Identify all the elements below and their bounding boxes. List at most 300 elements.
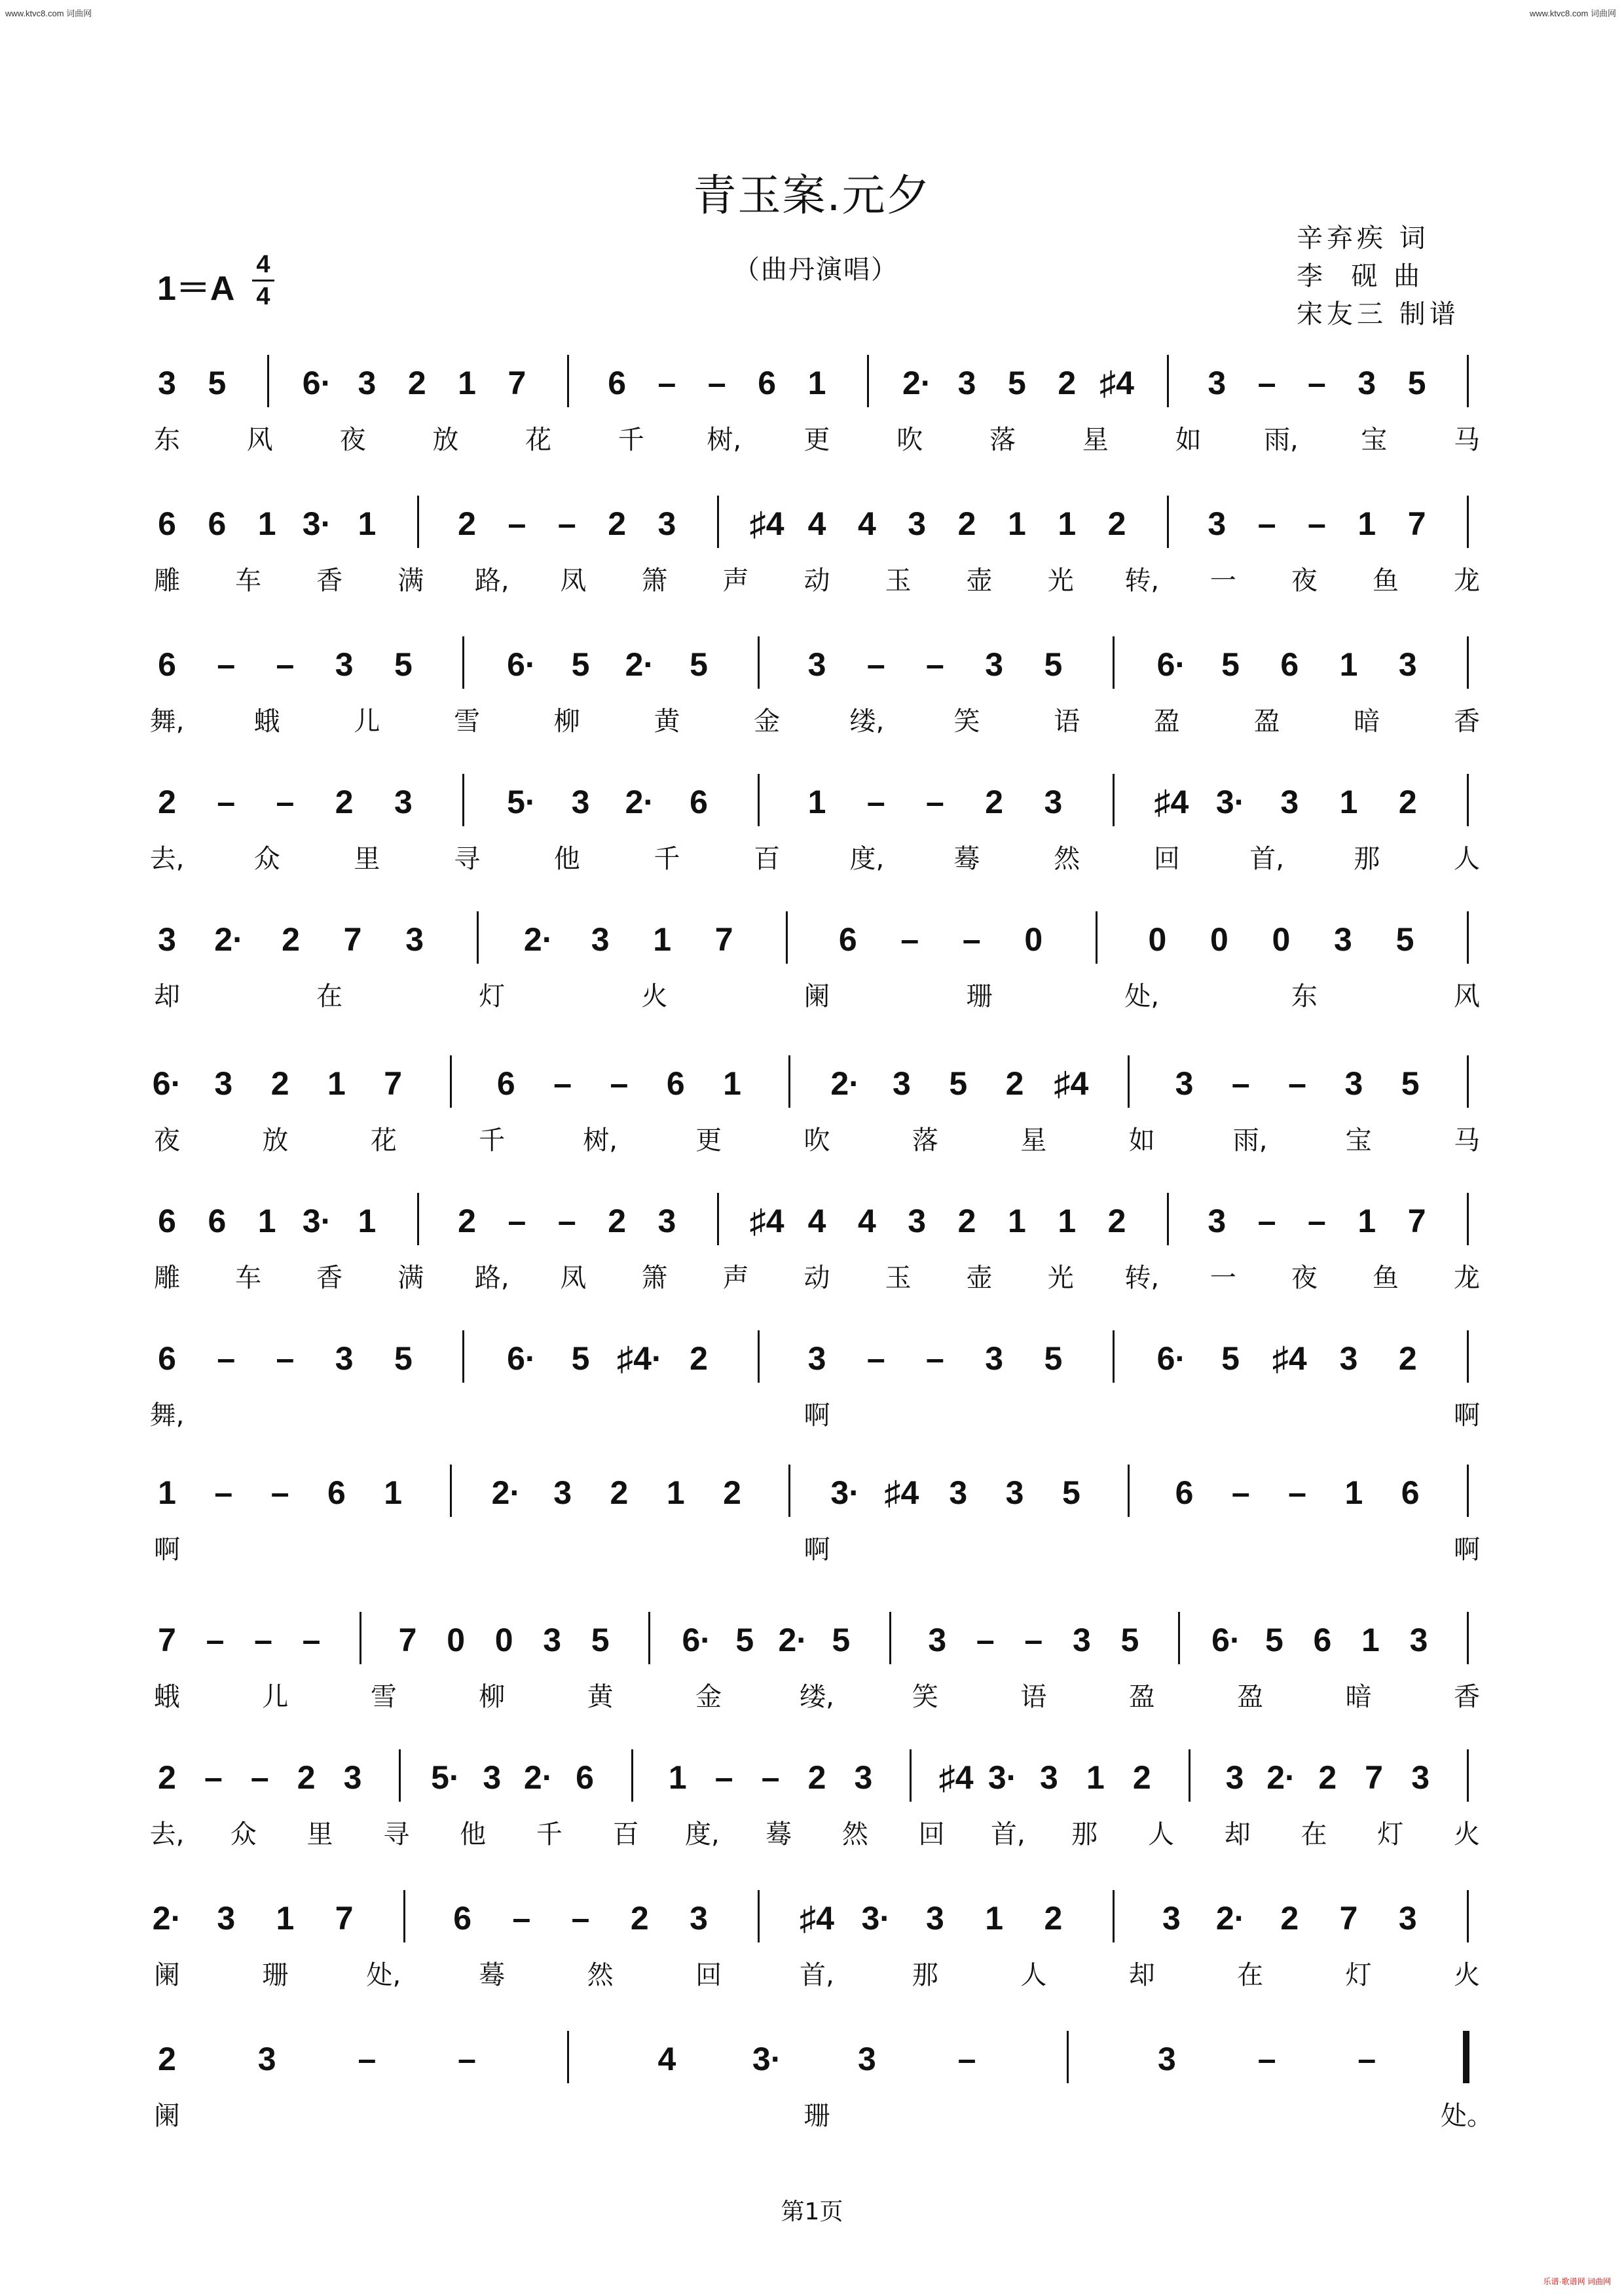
lyric-syllable: 度,	[849, 844, 885, 874]
note: 3·	[302, 505, 332, 542]
lyric-syllable: 却	[1224, 1819, 1251, 1850]
note: –	[900, 921, 919, 958]
note: 2	[1107, 1203, 1126, 1239]
lyric-syllable: 风	[246, 425, 273, 455]
lyric-syllable: 放	[432, 425, 459, 455]
lyric-syllable: 香	[1454, 706, 1480, 737]
lyric-syllable: 光	[1047, 1263, 1074, 1293]
note: –	[206, 1622, 225, 1658]
bar-line	[267, 355, 269, 407]
lyric-syllable: 他	[460, 1819, 487, 1850]
lyric-syllable: 珊	[803, 2101, 830, 2131]
note: 4	[857, 1203, 876, 1239]
note: 2	[1318, 1759, 1337, 1796]
lyric-syllable: 千	[654, 844, 680, 874]
note: 5	[1407, 365, 1426, 401]
lyric-syllable: 声	[722, 1263, 749, 1293]
note: –	[571, 1900, 590, 1937]
note: 5	[690, 646, 708, 683]
bar-line	[450, 1055, 452, 1108]
note: 2	[608, 1203, 627, 1239]
note: 1	[1007, 1203, 1026, 1239]
lyric-syllable: 啊	[154, 1535, 180, 1565]
lyrics-line	[0, 1529, 1624, 1568]
note: 3·	[752, 2041, 782, 2077]
bar-line	[1467, 911, 1469, 964]
bar-line	[1113, 1890, 1115, 1942]
lyric-syllable: 一	[1209, 1263, 1236, 1293]
lyric-syllable: 火	[1454, 1819, 1480, 1850]
note: 2	[1044, 1900, 1063, 1937]
notes-line	[0, 1476, 1624, 1535]
lyric-syllable: 人	[1454, 844, 1480, 874]
note: 2	[1005, 1065, 1024, 1102]
note: –	[507, 505, 526, 542]
note: 2·	[491, 1474, 521, 1511]
note: 6·	[1156, 646, 1187, 683]
bar-line	[417, 496, 419, 548]
note: 3	[908, 505, 927, 542]
lyric-syllable: 壶	[966, 1263, 993, 1293]
note: 1	[653, 921, 672, 958]
lyric-syllable: 阑	[803, 981, 830, 1011]
lyric-syllable: 柳	[479, 1682, 506, 1712]
note: 6	[208, 1203, 227, 1239]
lyric-syllable: 语	[1020, 1682, 1047, 1712]
lyrics-line	[0, 560, 1624, 599]
bar-line	[889, 1612, 891, 1664]
note: 1	[1361, 1622, 1380, 1658]
note: 4	[807, 505, 826, 542]
final-bar-line	[1463, 2031, 1469, 2083]
lyric-syllable: 然	[841, 1819, 868, 1850]
bar-line	[1189, 1749, 1190, 1802]
note: –	[1231, 1065, 1250, 1102]
composer-credit: 李 砚 曲	[1297, 261, 1424, 291]
lyrics-line	[0, 1676, 1624, 1715]
note: 2	[270, 1065, 289, 1102]
lyric-syllable: 香	[316, 566, 343, 596]
bar-line	[450, 1465, 452, 1517]
lyric-syllable: 更	[803, 425, 830, 455]
note: 1	[666, 1474, 685, 1511]
note: 6	[1313, 1622, 1332, 1658]
notes-line	[0, 1067, 1624, 1126]
note: 1	[668, 1759, 687, 1796]
lyric-syllable: 黄	[654, 706, 680, 737]
note: 6	[666, 1065, 685, 1102]
note: 3	[1158, 2041, 1176, 2077]
lyric-syllable: 盈	[1128, 1682, 1155, 1712]
note: –	[657, 365, 676, 401]
note: 3·	[302, 1203, 332, 1239]
note: –	[507, 1203, 526, 1239]
note: 1	[1086, 1759, 1105, 1796]
note: 5	[1120, 1622, 1139, 1658]
arranger-credit: 宋友三 制谱	[1297, 299, 1460, 329]
note: 0	[494, 1622, 513, 1658]
note: 3	[1339, 1340, 1358, 1377]
note: –	[926, 784, 944, 820]
lyric-syllable: 金	[695, 1682, 722, 1712]
note: 3	[926, 1900, 944, 1937]
lyric-syllable: 众	[230, 1819, 257, 1850]
note: 2	[335, 784, 354, 820]
note: 6	[576, 1759, 594, 1796]
notes-line	[0, 507, 1624, 566]
note: 1	[1058, 1203, 1077, 1239]
lyric-syllable: 路,	[474, 1263, 509, 1293]
lyric-syllable: 阑	[154, 2101, 180, 2131]
note: 2	[1280, 1900, 1299, 1937]
bar-line	[1128, 1055, 1130, 1108]
lyric-syllable: 箫	[641, 1263, 668, 1293]
note: 2·	[625, 646, 655, 683]
note: 1	[723, 1065, 741, 1102]
note: 5	[1265, 1622, 1283, 1658]
note: –	[250, 1759, 269, 1796]
lyric-syllable: 宝	[1345, 1125, 1372, 1156]
note: 5	[591, 1622, 610, 1658]
lyric-syllable: 雨,	[1264, 425, 1299, 455]
lyric-syllable: 夜	[339, 425, 366, 455]
note: 0	[1209, 921, 1228, 958]
note: 2·	[902, 365, 932, 401]
lyric-syllable: 首,	[991, 1819, 1025, 1850]
note: 3	[1162, 1900, 1181, 1937]
note: 3	[543, 1622, 562, 1658]
note: 1	[358, 1203, 377, 1239]
note: 3	[1280, 784, 1299, 820]
bar-line	[1167, 1193, 1169, 1245]
note: 0	[1272, 921, 1291, 958]
note: –	[217, 1340, 236, 1377]
note: 0	[1148, 921, 1167, 958]
note: 3	[949, 1474, 968, 1511]
note: 1	[257, 1203, 276, 1239]
note: 2·	[1215, 1900, 1246, 1937]
note: 5	[208, 365, 227, 401]
note: 2·	[214, 921, 244, 958]
note: –	[302, 1622, 321, 1658]
bar-line	[1128, 1465, 1130, 1517]
lyric-syllable: 众	[253, 844, 280, 874]
note: 6	[1401, 1474, 1420, 1511]
lyric-syllable: 雨,	[1232, 1125, 1268, 1156]
note: 2	[985, 784, 1004, 820]
note: 6	[608, 365, 627, 401]
note: ♯4	[749, 1203, 784, 1239]
note: 5	[832, 1622, 851, 1658]
lyric-syllable: 柳	[553, 706, 580, 737]
lyric-syllable: 灯	[1345, 1960, 1372, 1990]
lyric-syllable: 一	[1209, 566, 1236, 596]
note: 3	[571, 784, 590, 820]
note: –	[1024, 1622, 1043, 1658]
note: 2	[1398, 1340, 1417, 1377]
note: 7	[158, 1622, 176, 1658]
lyric-syllable: 蓦	[766, 1819, 792, 1850]
lyrics-line	[0, 975, 1624, 1015]
notes-line	[0, 1624, 1624, 1683]
lyric-syllable: 雕	[154, 1263, 180, 1293]
lyrics-line	[0, 1394, 1624, 1434]
note: 3	[928, 1622, 947, 1658]
note: 4	[807, 1203, 826, 1239]
lyric-syllable: 更	[695, 1125, 722, 1156]
lyric-syllable: 车	[235, 1263, 262, 1293]
lyric-syllable: 马	[1454, 1125, 1480, 1156]
time-signature	[252, 252, 274, 309]
lyric-syllable: 舞,	[149, 1400, 185, 1430]
note: 2	[1132, 1759, 1151, 1796]
bar-line	[1067, 2031, 1069, 2083]
note: –	[204, 1759, 223, 1796]
note: 6·	[682, 1622, 711, 1658]
note: 1	[257, 505, 276, 542]
bar-line	[1467, 1055, 1469, 1108]
note: 7	[343, 921, 362, 958]
bar-line	[717, 1193, 719, 1245]
note: 6	[1175, 1474, 1194, 1511]
bar-line	[1178, 1612, 1180, 1664]
note: –	[707, 365, 726, 401]
note: 3	[553, 1474, 572, 1511]
bar-line	[758, 774, 760, 826]
lyric-syllable: 雪	[454, 706, 481, 737]
lyric-syllable: 首,	[1249, 844, 1284, 874]
note: 2	[158, 1759, 176, 1796]
note: –	[276, 646, 295, 683]
bar-line	[910, 1749, 912, 1802]
bar-line	[1467, 496, 1469, 548]
note: –	[1288, 1065, 1306, 1102]
lyric-syllable: 树,	[707, 425, 742, 455]
time-signature-bar	[252, 280, 274, 282]
lyric-syllable: 在	[316, 981, 343, 1011]
note: –	[926, 646, 944, 683]
bar-line	[462, 774, 464, 826]
bar-line	[1467, 1749, 1469, 1802]
note: 1	[158, 1474, 176, 1511]
lyric-syllable: 珊	[262, 1960, 289, 1990]
note: –	[270, 1474, 289, 1511]
note: 3	[335, 646, 354, 683]
note: –	[714, 1759, 733, 1796]
lyric-syllable: 舞,	[149, 706, 185, 737]
note: 3	[1072, 1622, 1091, 1658]
bar-line	[631, 1749, 633, 1802]
note: 3·	[861, 1900, 891, 1937]
note: 2	[610, 1474, 629, 1511]
note: 1	[358, 505, 377, 542]
note: 2	[690, 1340, 708, 1377]
note: 3	[908, 1203, 927, 1239]
note: 1	[1357, 505, 1376, 542]
lyric-syllable: 龙	[1454, 1263, 1480, 1293]
lyric-syllable: 满	[397, 566, 424, 596]
lyric-syllable: 火	[641, 981, 668, 1011]
note: 3	[1334, 921, 1352, 958]
note: 6	[158, 505, 176, 542]
lyric-syllable: 在	[1301, 1819, 1327, 1850]
note: 2	[407, 365, 426, 401]
lyric-syllable: 金	[754, 706, 781, 737]
note: ♯4	[938, 1759, 974, 1796]
lyric-syllable: 灯	[479, 981, 506, 1011]
lyric-syllable: 回	[918, 1819, 945, 1850]
page-number: 第1页	[781, 2198, 843, 2225]
note: 4	[657, 2041, 676, 2077]
lyric-syllable: 处。	[1441, 2101, 1493, 2131]
lyrics-line	[0, 1954, 1624, 1994]
note: 3	[358, 365, 377, 401]
note: 2	[282, 921, 300, 958]
lyric-syllable: 香	[316, 1263, 343, 1293]
note: 2	[158, 784, 176, 820]
note: 6	[838, 921, 857, 958]
note: –	[1257, 505, 1276, 542]
lyric-syllable: 壶	[966, 566, 993, 596]
note: 6·	[302, 365, 332, 401]
note: 3	[657, 1203, 676, 1239]
lyric-syllable: 声	[722, 566, 749, 596]
bar-line	[1167, 355, 1169, 407]
lyric-syllable: 寻	[383, 1819, 410, 1850]
note: 3	[214, 1065, 233, 1102]
note: –	[1308, 505, 1326, 542]
lyric-syllable: 雕	[154, 566, 180, 596]
note: 1	[1339, 646, 1358, 683]
lyric-syllable: 鱼	[1372, 1263, 1399, 1293]
note: 6·	[1156, 1340, 1187, 1377]
lyric-syllable: 箫	[641, 566, 668, 596]
bar-line	[417, 1193, 419, 1245]
lyric-syllable: 落	[989, 425, 1016, 455]
note: –	[1308, 365, 1326, 401]
note: –	[1231, 1474, 1250, 1511]
lyric-syllable: 那	[1071, 1819, 1098, 1850]
bar-line	[786, 911, 788, 964]
note: –	[1308, 1203, 1326, 1239]
bar-line	[403, 1890, 405, 1942]
note: 1	[807, 365, 826, 401]
lyric-syllable: 盈	[1253, 706, 1280, 737]
note: 3	[985, 646, 1004, 683]
note: 6	[327, 1474, 346, 1511]
note: 5	[1395, 921, 1414, 958]
bar-line	[1467, 774, 1469, 826]
lyric-syllable: 动	[803, 566, 830, 596]
note: 2	[1398, 784, 1417, 820]
lyric-syllable: 人	[1020, 1960, 1047, 1990]
note: 3	[335, 1340, 354, 1377]
note: 6·	[507, 1340, 536, 1377]
note: –	[276, 1340, 295, 1377]
lyrics-line	[0, 1120, 1624, 1159]
lyric-syllable: 风	[1454, 981, 1480, 1011]
note: ♯4	[1154, 784, 1189, 820]
song-title: 青玉案.元夕	[693, 170, 931, 221]
lyric-syllable: 珊	[966, 981, 993, 1011]
note: 6·	[507, 646, 536, 683]
lyrics-line	[0, 701, 1624, 740]
bar-line	[462, 636, 464, 689]
bar-line	[399, 1749, 401, 1802]
note: –	[1357, 2041, 1376, 2077]
bar-line	[1467, 1890, 1469, 1942]
note: –	[1257, 365, 1276, 401]
note: 0	[1024, 921, 1043, 958]
note: –	[553, 1065, 572, 1102]
note: 3	[690, 1900, 708, 1937]
lyric-syllable: 玉	[885, 566, 912, 596]
note: 1	[985, 1900, 1004, 1937]
bar-line	[867, 355, 869, 407]
lyric-syllable: 却	[154, 981, 180, 1011]
lyric-syllable: 寻	[454, 844, 481, 874]
lyric-syllable: 回	[695, 1960, 722, 1990]
lyric-syllable: 黄	[587, 1682, 614, 1712]
note: 1	[384, 1474, 403, 1511]
notes-line	[0, 1761, 1624, 1820]
note: 2	[630, 1900, 649, 1937]
note: 3	[1411, 1759, 1430, 1796]
lyric-syllable: 首,	[800, 1960, 834, 1990]
note: 3	[1357, 365, 1376, 401]
note: 5	[571, 646, 590, 683]
bar-line	[1467, 1465, 1469, 1517]
lyric-syllable: 如	[1128, 1125, 1155, 1156]
note: 3	[591, 921, 610, 958]
note: –	[866, 646, 885, 683]
note: 3	[483, 1759, 502, 1796]
note: 3	[857, 2041, 876, 2077]
notes-line	[0, 1205, 1624, 1264]
note: 1	[1344, 1474, 1363, 1511]
lyric-syllable: 然	[1054, 844, 1080, 874]
lyric-syllable: 处,	[366, 1960, 401, 1990]
note: 3	[405, 921, 424, 958]
note: 2·	[778, 1622, 807, 1658]
lyric-syllable: 放	[262, 1125, 289, 1156]
note: –	[866, 784, 885, 820]
note: 5	[1221, 646, 1240, 683]
lyric-syllable: 宝	[1361, 425, 1388, 455]
lyric-syllable: 儿	[354, 706, 380, 737]
lyric-syllable: 香	[1454, 1682, 1480, 1712]
bar-line	[567, 355, 569, 407]
bar-line	[1467, 1193, 1469, 1245]
lyric-syllable: 蓦	[953, 844, 980, 874]
note: 3	[1208, 365, 1227, 401]
lyric-syllable: 啊	[1454, 1400, 1480, 1430]
note: 3	[1208, 505, 1227, 542]
notes-line	[0, 1342, 1624, 1401]
lyric-syllable: 花	[370, 1125, 397, 1156]
note: 1	[1007, 505, 1026, 542]
note: –	[610, 1065, 629, 1102]
key-signature: 1＝A	[157, 270, 235, 308]
lyric-syllable: 他	[553, 844, 580, 874]
lyric-syllable: 千	[479, 1125, 506, 1156]
note: 2·	[1266, 1759, 1296, 1796]
note: 5	[1007, 365, 1026, 401]
note: 2	[608, 505, 627, 542]
note: –	[957, 2041, 976, 2077]
lyric-syllable: 蛾	[154, 1682, 180, 1712]
note: 3	[1344, 1065, 1363, 1102]
